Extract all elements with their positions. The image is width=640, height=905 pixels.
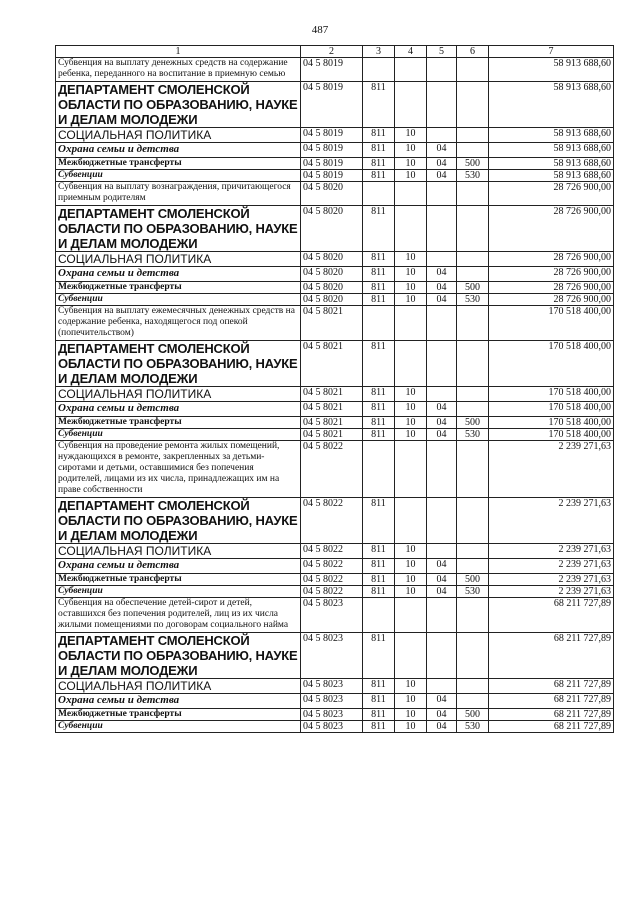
row-section — [395, 441, 427, 498]
row-amount: 58 913 688,60 — [489, 158, 614, 170]
row-ved: 811 — [363, 429, 395, 441]
row-ved: 811 — [363, 282, 395, 294]
row-section — [395, 82, 427, 128]
row-expense-type — [457, 206, 489, 252]
row-section: 10 — [395, 143, 427, 158]
row-amount: 170 518 400,00 — [489, 387, 614, 402]
table-row — [56, 633, 614, 679]
row-ved: 811 — [363, 294, 395, 306]
row-subsection: 04 — [427, 429, 457, 441]
row-subsection — [427, 633, 457, 679]
table-row — [56, 586, 614, 598]
row-ved: 811 — [363, 387, 395, 402]
row-amount: 170 518 400,00 — [489, 429, 614, 441]
row-code: 04 5 8020 — [301, 267, 363, 282]
row-expense-type: 530 — [457, 170, 489, 182]
row-code: 04 5 8019 — [301, 158, 363, 170]
row-amount: 2 239 271,63 — [489, 574, 614, 586]
row-code: 04 5 8022 — [301, 544, 363, 559]
row-expense-type — [457, 341, 489, 387]
table-header-row — [56, 46, 614, 58]
row-subsection — [427, 306, 457, 341]
row-amount: 58 913 688,60 — [489, 58, 614, 82]
row-code: 04 5 8022 — [301, 441, 363, 498]
header-col-7: 7 — [489, 46, 614, 58]
row-ved: 811 — [363, 341, 395, 387]
row-code: 04 5 8023 — [301, 598, 363, 633]
row-ved — [363, 441, 395, 498]
row-code: 04 5 8019 — [301, 82, 363, 128]
row-code: 04 5 8019 — [301, 170, 363, 182]
table-row — [56, 402, 614, 417]
row-ved: 811 — [363, 417, 395, 429]
row-ved: 811 — [363, 679, 395, 694]
row-subsection — [427, 58, 457, 82]
header-col-3: 3 — [363, 46, 395, 58]
row-section: 10 — [395, 170, 427, 182]
row-expense-type — [457, 387, 489, 402]
row-subsection — [427, 441, 457, 498]
row-ved — [363, 598, 395, 633]
row-section — [395, 598, 427, 633]
row-subsection: 04 — [427, 294, 457, 306]
row-ved — [363, 182, 395, 206]
table-row — [56, 58, 614, 82]
page-number: 487 — [311, 24, 329, 36]
row-ved: 811 — [363, 252, 395, 267]
row-subsection: 04 — [427, 282, 457, 294]
row-subsection — [427, 82, 457, 128]
row-expense-type — [457, 306, 489, 341]
row-amount: 28 726 900,00 — [489, 294, 614, 306]
row-section: 10 — [395, 574, 427, 586]
table-row — [56, 559, 614, 574]
row-name: ДЕПАРТАМЕНТ СМОЛЕНСКОЙ ОБЛАСТИ ПО ОБРАЗОВАНИЮ, НАУКЕ И ДЕЛАМ МОЛОДЕЖИ — [56, 633, 301, 679]
row-code: 04 5 8019 — [301, 128, 363, 143]
row-section — [395, 206, 427, 252]
row-expense-type: 530 — [457, 721, 489, 733]
row-section: 10 — [395, 128, 427, 143]
row-amount: 68 211 727,89 — [489, 633, 614, 679]
row-amount: 28 726 900,00 — [489, 182, 614, 206]
row-amount: 68 211 727,89 — [489, 694, 614, 709]
row-name: Субвенции — [56, 721, 301, 733]
table-row — [56, 143, 614, 158]
row-expense-type: 530 — [457, 294, 489, 306]
row-name: Субвенция на выплату ежемесячных денежных средств на содержание ребенка, находящегося под опекой (попечительством) — [56, 306, 301, 341]
row-code: 04 5 8022 — [301, 498, 363, 544]
row-expense-type — [457, 694, 489, 709]
row-name: Субвенция на обеспечение детей-сирот и детей, оставшихся без попечения родителей, лиц из их числа жилыми помещениями по договорам социального найма — [56, 598, 301, 633]
row-amount: 68 211 727,89 — [489, 598, 614, 633]
row-subsection: 04 — [427, 170, 457, 182]
row-amount: 28 726 900,00 — [489, 282, 614, 294]
row-ved: 811 — [363, 498, 395, 544]
table-row — [56, 341, 614, 387]
row-amount: 28 726 900,00 — [489, 206, 614, 252]
row-amount: 68 211 727,89 — [489, 679, 614, 694]
row-amount: 2 239 271,63 — [489, 586, 614, 598]
row-name: Субвенции — [56, 429, 301, 441]
header-col-4: 4 — [395, 46, 427, 58]
row-name: СОЦИАЛЬНАЯ ПОЛИТИКА — [56, 128, 301, 143]
row-expense-type: 530 — [457, 586, 489, 598]
row-code: 04 5 8021 — [301, 387, 363, 402]
table-body — [56, 58, 614, 733]
row-section — [395, 341, 427, 387]
row-name: Субвенции — [56, 294, 301, 306]
row-expense-type: 500 — [457, 574, 489, 586]
row-code: 04 5 8022 — [301, 586, 363, 598]
header-col-5: 5 — [427, 46, 457, 58]
row-code: 04 5 8023 — [301, 709, 363, 721]
row-code: 04 5 8023 — [301, 679, 363, 694]
row-ved — [363, 306, 395, 341]
row-ved: 811 — [363, 206, 395, 252]
row-ved: 811 — [363, 402, 395, 417]
table-row — [56, 252, 614, 267]
row-subsection: 04 — [427, 709, 457, 721]
row-name: Охрана семьи и детства — [56, 267, 301, 282]
row-subsection — [427, 387, 457, 402]
row-ved: 811 — [363, 559, 395, 574]
table-row — [56, 387, 614, 402]
row-subsection — [427, 182, 457, 206]
row-expense-type: 500 — [457, 709, 489, 721]
row-section: 10 — [395, 158, 427, 170]
row-section: 10 — [395, 586, 427, 598]
row-code: 04 5 8019 — [301, 58, 363, 82]
row-amount: 170 518 400,00 — [489, 306, 614, 341]
row-code: 04 5 8020 — [301, 282, 363, 294]
table-row — [56, 306, 614, 341]
row-ved: 811 — [363, 158, 395, 170]
row-section — [395, 498, 427, 544]
row-amount: 2 239 271,63 — [489, 544, 614, 559]
row-subsection: 04 — [427, 586, 457, 598]
table-row — [56, 267, 614, 282]
row-expense-type — [457, 267, 489, 282]
row-name: ДЕПАРТАМЕНТ СМОЛЕНСКОЙ ОБЛАСТИ ПО ОБРАЗОВАНИЮ, НАУКЕ И ДЕЛАМ МОЛОДЕЖИ — [56, 82, 301, 128]
row-subsection: 04 — [427, 559, 457, 574]
row-code: 04 5 8021 — [301, 341, 363, 387]
row-amount: 28 726 900,00 — [489, 267, 614, 282]
row-subsection: 04 — [427, 158, 457, 170]
row-subsection — [427, 679, 457, 694]
table-row — [56, 498, 614, 544]
row-name: Межбюджетные трансферты — [56, 574, 301, 586]
budget-table — [55, 45, 614, 733]
table-row — [56, 206, 614, 252]
row-name: Субвенция на выплату денежных средств на содержание ребенка, переданного на воспитание в приемную семью — [56, 58, 301, 82]
table-row — [56, 429, 614, 441]
row-name: СОЦИАЛЬНАЯ ПОЛИТИКА — [56, 252, 301, 267]
table-row — [56, 128, 614, 143]
row-section: 10 — [395, 417, 427, 429]
table-row — [56, 170, 614, 182]
table-row — [56, 709, 614, 721]
row-name: Межбюджетные трансферты — [56, 282, 301, 294]
row-expense-type — [457, 182, 489, 206]
row-code: 04 5 8021 — [301, 402, 363, 417]
row-section: 10 — [395, 544, 427, 559]
row-section: 10 — [395, 679, 427, 694]
table-row — [56, 158, 614, 170]
row-code: 04 5 8020 — [301, 206, 363, 252]
row-ved: 811 — [363, 267, 395, 282]
row-name: Субвенции — [56, 170, 301, 182]
row-section: 10 — [395, 282, 427, 294]
table-row — [56, 679, 614, 694]
row-code: 04 5 8021 — [301, 417, 363, 429]
row-subsection — [427, 252, 457, 267]
row-subsection: 04 — [427, 574, 457, 586]
row-section: 10 — [395, 709, 427, 721]
table-row — [56, 544, 614, 559]
table-row — [56, 82, 614, 128]
table-row — [56, 182, 614, 206]
row-subsection — [427, 544, 457, 559]
row-subsection: 04 — [427, 417, 457, 429]
row-name: Субвенции — [56, 586, 301, 598]
row-section: 10 — [395, 721, 427, 733]
row-code: 04 5 8020 — [301, 182, 363, 206]
row-expense-type — [457, 633, 489, 679]
row-ved — [363, 58, 395, 82]
row-ved: 811 — [363, 709, 395, 721]
row-subsection: 04 — [427, 721, 457, 733]
row-name: Субвенция на проведение ремонта жилых помещений, нуждающихся в ремонте, закрепленных за детьми-сиротами и детьми, оставшимися без попечения родителей, лицами из их числа, принадлежащих им на праве собственности — [56, 441, 301, 498]
row-name: Охрана семьи и детства — [56, 143, 301, 158]
row-expense-type — [457, 544, 489, 559]
row-amount: 28 726 900,00 — [489, 252, 614, 267]
row-name: СОЦИАЛЬНАЯ ПОЛИТИКА — [56, 544, 301, 559]
header-col-2: 2 — [301, 46, 363, 58]
row-name: Межбюджетные трансферты — [56, 417, 301, 429]
row-amount: 2 239 271,63 — [489, 441, 614, 498]
row-expense-type: 500 — [457, 417, 489, 429]
row-subsection — [427, 206, 457, 252]
row-ved: 811 — [363, 544, 395, 559]
row-amount: 170 518 400,00 — [489, 402, 614, 417]
table-row — [56, 694, 614, 709]
row-amount: 2 239 271,63 — [489, 498, 614, 544]
row-name: ДЕПАРТАМЕНТ СМОЛЕНСКОЙ ОБЛАСТИ ПО ОБРАЗОВАНИЮ, НАУКЕ И ДЕЛАМ МОЛОДЕЖИ — [56, 206, 301, 252]
header-col-6: 6 — [457, 46, 489, 58]
row-section: 10 — [395, 387, 427, 402]
row-subsection — [427, 341, 457, 387]
row-expense-type — [457, 82, 489, 128]
row-code: 04 5 8023 — [301, 721, 363, 733]
row-amount: 2 239 271,63 — [489, 559, 614, 574]
row-expense-type — [457, 498, 489, 544]
row-code: 04 5 8023 — [301, 694, 363, 709]
row-subsection — [427, 128, 457, 143]
row-name: Межбюджетные трансферты — [56, 158, 301, 170]
table-row — [56, 417, 614, 429]
header-col-1: 1 — [56, 46, 301, 58]
table-row — [56, 441, 614, 498]
row-ved: 811 — [363, 82, 395, 128]
row-amount: 58 913 688,60 — [489, 170, 614, 182]
row-subsection — [427, 598, 457, 633]
row-ved: 811 — [363, 633, 395, 679]
row-subsection: 04 — [427, 267, 457, 282]
row-code: 04 5 8023 — [301, 633, 363, 679]
row-expense-type: 500 — [457, 282, 489, 294]
row-name: СОЦИАЛЬНАЯ ПОЛИТИКА — [56, 387, 301, 402]
row-code: 04 5 8020 — [301, 252, 363, 267]
row-ved: 811 — [363, 574, 395, 586]
row-expense-type — [457, 441, 489, 498]
row-subsection: 04 — [427, 143, 457, 158]
row-section: 10 — [395, 429, 427, 441]
row-expense-type — [457, 402, 489, 417]
row-code: 04 5 8020 — [301, 294, 363, 306]
row-expense-type — [457, 679, 489, 694]
row-code: 04 5 8022 — [301, 559, 363, 574]
row-section — [395, 182, 427, 206]
row-ved: 811 — [363, 143, 395, 158]
row-expense-type: 500 — [457, 158, 489, 170]
row-ved: 811 — [363, 128, 395, 143]
row-ved: 811 — [363, 586, 395, 598]
row-name: Охрана семьи и детства — [56, 694, 301, 709]
row-ved: 811 — [363, 721, 395, 733]
row-ved: 811 — [363, 170, 395, 182]
row-name: ДЕПАРТАМЕНТ СМОЛЕНСКОЙ ОБЛАСТИ ПО ОБРАЗОВАНИЮ, НАУКЕ И ДЕЛАМ МОЛОДЕЖИ — [56, 341, 301, 387]
table-row — [56, 598, 614, 633]
row-amount: 68 211 727,89 — [489, 721, 614, 733]
row-subsection: 04 — [427, 402, 457, 417]
row-section: 10 — [395, 294, 427, 306]
row-section: 10 — [395, 252, 427, 267]
row-expense-type — [457, 559, 489, 574]
row-section: 10 — [395, 559, 427, 574]
row-name: Охрана семьи и детства — [56, 402, 301, 417]
table-row — [56, 574, 614, 586]
row-amount: 170 518 400,00 — [489, 341, 614, 387]
row-code: 04 5 8022 — [301, 574, 363, 586]
row-amount: 58 913 688,60 — [489, 82, 614, 128]
row-subsection: 04 — [427, 694, 457, 709]
row-subsection — [427, 498, 457, 544]
row-ved: 811 — [363, 694, 395, 709]
row-expense-type — [457, 128, 489, 143]
row-expense-type: 530 — [457, 429, 489, 441]
row-name: ДЕПАРТАМЕНТ СМОЛЕНСКОЙ ОБЛАСТИ ПО ОБРАЗОВАНИЮ, НАУКЕ И ДЕЛАМ МОЛОДЕЖИ — [56, 498, 301, 544]
row-section — [395, 58, 427, 82]
row-code: 04 5 8019 — [301, 143, 363, 158]
row-section — [395, 633, 427, 679]
row-code: 04 5 8021 — [301, 429, 363, 441]
row-amount: 170 518 400,00 — [489, 417, 614, 429]
row-name: Охрана семьи и детства — [56, 559, 301, 574]
table-row — [56, 282, 614, 294]
row-amount: 58 913 688,60 — [489, 128, 614, 143]
table-row — [56, 294, 614, 306]
row-section: 10 — [395, 267, 427, 282]
table-row — [56, 721, 614, 733]
row-section: 10 — [395, 402, 427, 417]
row-expense-type — [457, 58, 489, 82]
row-expense-type — [457, 598, 489, 633]
row-amount: 58 913 688,60 — [489, 143, 614, 158]
row-name: Межбюджетные трансферты — [56, 709, 301, 721]
row-name: Субвенция на выплату вознаграждения, причитающегося приемным родителям — [56, 182, 301, 206]
row-section: 10 — [395, 694, 427, 709]
row-section — [395, 306, 427, 341]
row-name: СОЦИАЛЬНАЯ ПОЛИТИКА — [56, 679, 301, 694]
row-code: 04 5 8021 — [301, 306, 363, 341]
row-amount: 68 211 727,89 — [489, 709, 614, 721]
row-expense-type — [457, 143, 489, 158]
row-expense-type — [457, 252, 489, 267]
